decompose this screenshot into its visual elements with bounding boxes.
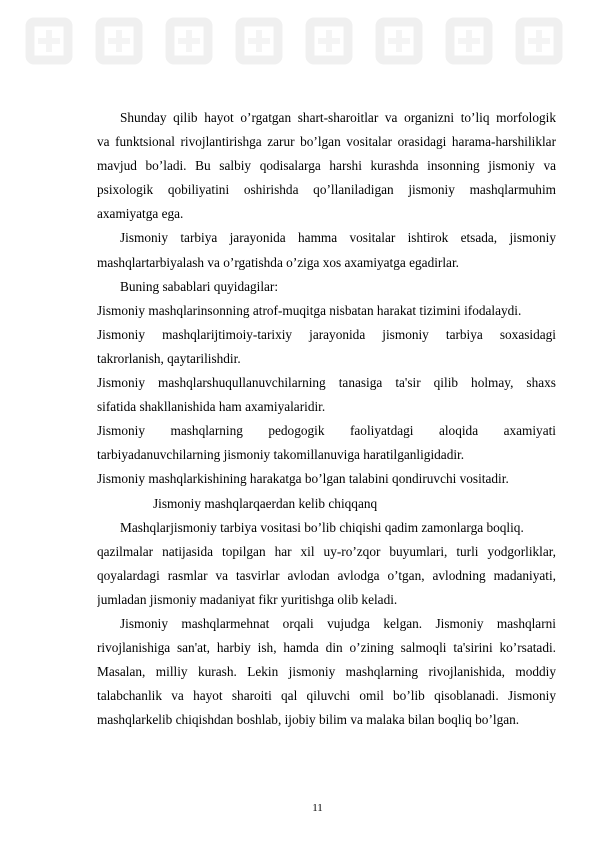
section-heading: Jismoniy mashqlarqaerdan kelib chiqqanq xyxy=(153,495,378,511)
paragraph-line: mashqlarkelib chiqishdan boshlab, ijobiy bilim va malaka bilan boqliq bo’lgan. xyxy=(97,712,520,728)
paragraph-line: Jismoniy tarbiya jarayonida hamma vositalar ishtirok etsada, jismoniy xyxy=(120,230,556,246)
list-item-line: takrorlanish, qaytarilishdir. xyxy=(97,350,241,366)
paragraph-line: Jismoniy mashqlarmehnat orqali vujudga kelgan. Jismoniy mashqlarni xyxy=(120,615,556,631)
paragraph-line: mavjud bo’ladi. Bu salbiy qodisalarga harshi kurashda insonning jismoniy va xyxy=(97,158,556,174)
paragraph-line: mashqlartarbiyalash va o’rgatishda o’ziga xos axamiyatga egadirlar. xyxy=(97,254,459,270)
paragraph-line: qoyalardagi rasmlar va tasvirlar avlodan avlodga o’tgan, avlodning madaniyati, xyxy=(97,567,556,583)
paragraph-line: axamiyatga ega. xyxy=(97,206,184,222)
paragraph-line: Mashqlarjismoniy tarbiya vositasi bo’lib chiqishi qadim zamonlarga boqliq. xyxy=(120,519,524,535)
paragraph-line: rivojlanishiga san'at, harbiy ish, hamda din o’zining salmoqli ta'sirini ko’rsatadi. xyxy=(97,640,556,656)
list-item-line: Jismoniy mashqlarinsonning atrof-muqitga nisbatan harakat tizimini ifodalaydi. xyxy=(97,302,522,318)
list-item-line: Jismoniy mashqlarkishining harakatga bo’lgan talabini qondiruvchi vositadir. xyxy=(97,471,509,487)
list-item-line: Jismoniy mashqlarning pedogogik faoliyatdagi aloqida axamiyati xyxy=(97,423,556,439)
paragraph-line: talabchanlik va hayot sharoiti qal qiluvchi omil bo’lib qisoblanadi. Jismoniy xyxy=(97,688,556,704)
paragraph-line: qazilmalar natijasida topilgan har xil uy-ro’zqor buyumlari, turli yodgorliklar, xyxy=(97,543,556,559)
list-item-line: tarbiyadanuvchilarning jismoniy takomillanuviga haratilganligidadir. xyxy=(97,447,465,463)
list-item-line: sifatida shakllanishida ham axamiyalaridir. xyxy=(97,399,326,415)
paragraph-line: va funktsional rivojlantirishga zarur bo’lgan vositalar orasidagi harama-harshiliklar xyxy=(97,134,556,150)
list-item-line: Jismoniy mashqlarijtimoiy-tarixiy jarayonida jismoniy tarbiya soxasidagi xyxy=(97,326,556,342)
page-number: 11 xyxy=(312,802,323,814)
paragraph-line: Buning sabablari quyidagilar: xyxy=(120,278,279,294)
paragraph-line: Shunday qilib hayot o’rgatgan shart-sharoitlar va organizni to’liq morfologik xyxy=(120,110,556,125)
document-body xyxy=(97,106,556,732)
paragraph-line: Masalan, milliy kurash. Lekin jismoniy mashqlarning rivojlanishida, moddiy xyxy=(97,664,556,680)
paragraph-line: jumladan jismoniy madaniyat fikr yuritishga olib keladi. xyxy=(97,591,398,607)
paragraph-line: psixologik qobiliyatini oshirishda qo’llaniladigan jismoniy mashqlarmuhim xyxy=(97,182,556,198)
list-item-line: Jismoniy mashqlarshuqullanuvchilarning tanasiga ta'sir qilib holmay, shaxs xyxy=(97,375,556,391)
